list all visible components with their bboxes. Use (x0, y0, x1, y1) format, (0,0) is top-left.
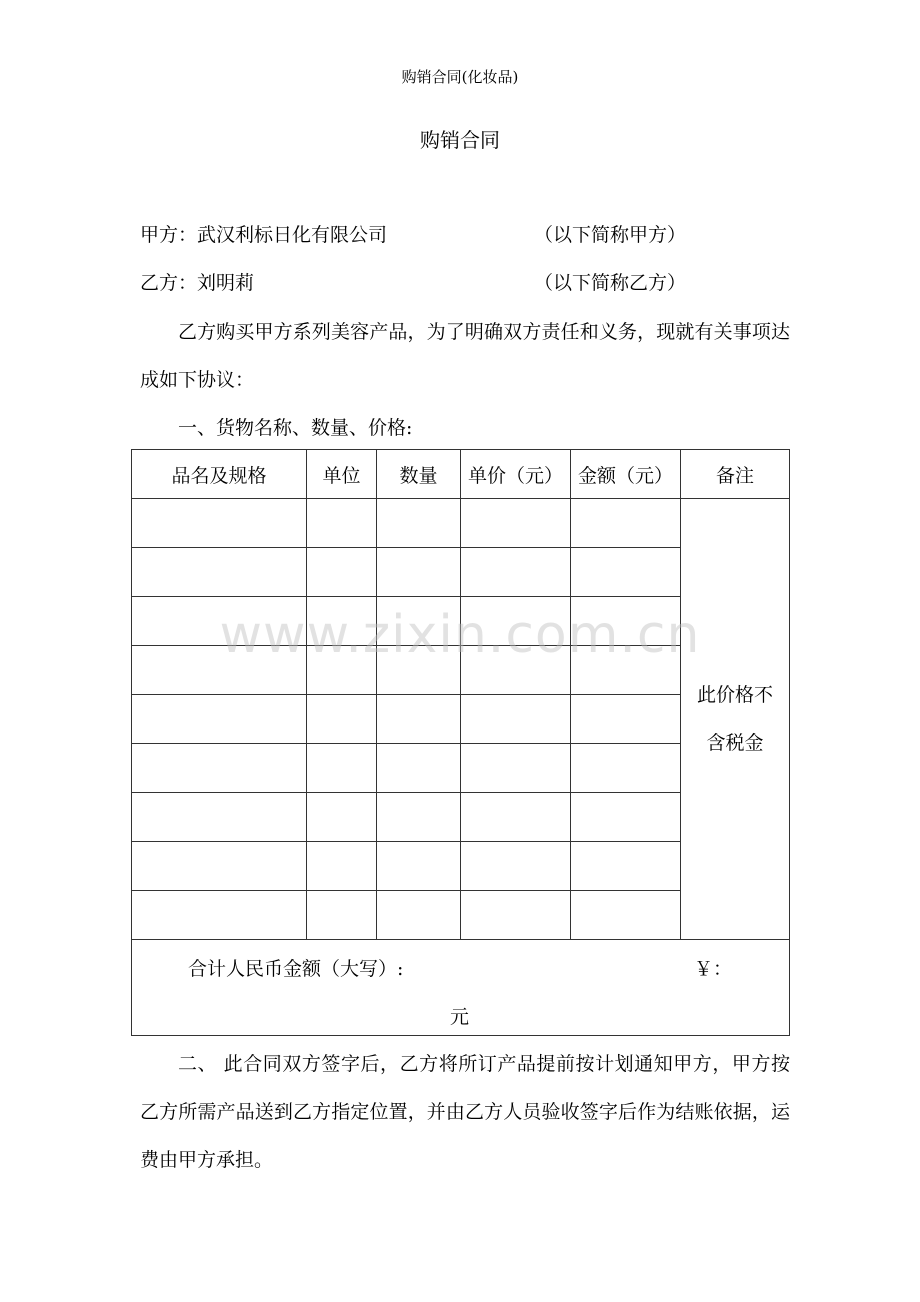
amount-cell (571, 744, 681, 793)
unit-cell (307, 695, 377, 744)
product-cell (132, 597, 307, 646)
unit-cell (307, 597, 377, 646)
amount-cell (571, 695, 681, 744)
party-b-alias: （以下简称乙方） (534, 272, 687, 294)
section-2-paragraph: 二、 此合同双方签字后，乙方将所订产品提前按计划通知甲方，甲方按乙方所需产品送到乙方指定位置，并由乙方人员验收签字后作为结账依据，运费由甲方承担。 (140, 1053, 790, 1171)
unit-cell (307, 842, 377, 891)
unit-price-cell (461, 744, 571, 793)
quantity-cell (377, 548, 461, 597)
product-cell (132, 842, 307, 891)
unit-price-cell (461, 793, 571, 842)
product-cell (132, 891, 307, 940)
unit-cell (307, 646, 377, 695)
quantity-cell (377, 744, 461, 793)
unit-price-cell (461, 695, 571, 744)
party-b-label: 乙方：刘明莉 (140, 272, 255, 294)
remark-cell: 此价格不含税金 (681, 499, 790, 940)
header-title: 购销合同(化妆品) (401, 68, 519, 86)
table-header-row (132, 450, 790, 499)
product-cell (132, 646, 307, 695)
document-title: 购销合同 (420, 128, 500, 152)
header-unit-price: 单价（元） (461, 450, 571, 499)
product-cell (132, 695, 307, 744)
table-row (132, 499, 790, 548)
goods-table (131, 449, 790, 1036)
quantity-cell (377, 891, 461, 940)
unit-price-cell (461, 891, 571, 940)
header-amount: 金额（元） (571, 450, 681, 499)
unit-cell (307, 548, 377, 597)
total-yen-symbol: ￥： (694, 958, 733, 980)
product-cell (132, 548, 307, 597)
amount-cell (571, 842, 681, 891)
header-quantity: 数量 (377, 450, 461, 499)
party-a (140, 220, 687, 247)
product-cell (132, 793, 307, 842)
amount-cell (571, 646, 681, 695)
quantity-cell (377, 597, 461, 646)
amount-cell (571, 597, 681, 646)
header-product-spec: 品名及规格 (132, 450, 307, 499)
header-remark: 备注 (681, 450, 790, 499)
total-cell (132, 940, 790, 1036)
section-1-heading: 一、货物名称、数量、价格: (178, 417, 413, 439)
quantity-cell (377, 842, 461, 891)
amount-cell (571, 793, 681, 842)
unit-price-cell (461, 646, 571, 695)
unit-price-cell (461, 548, 571, 597)
unit-cell (307, 499, 377, 548)
unit-price-cell (461, 499, 571, 548)
total-row (132, 940, 790, 1036)
unit-price-cell (461, 842, 571, 891)
quantity-cell (377, 646, 461, 695)
quantity-cell (377, 793, 461, 842)
unit-cell (307, 891, 377, 940)
unit-price-cell (461, 597, 571, 646)
intro-paragraph: 乙方购买甲方系列美容产品，为了明确双方责任和义务，现就有关事项达成如下协议： (140, 321, 790, 391)
total-label: 合计人民币金额（大写）: (188, 958, 404, 980)
party-b (140, 268, 687, 295)
quantity-cell (377, 499, 461, 548)
quantity-cell (377, 695, 461, 744)
unit-cell (307, 744, 377, 793)
amount-cell (571, 891, 681, 940)
amount-cell (571, 499, 681, 548)
unit-cell (307, 793, 377, 842)
total-unit: 元 (450, 1006, 470, 1028)
header-unit: 单位 (307, 450, 377, 499)
product-cell (132, 744, 307, 793)
amount-cell (571, 548, 681, 597)
watermark: www.zixin.com.cn (219, 605, 701, 665)
party-a-alias: （以下简称甲方） (534, 224, 687, 246)
product-cell (132, 499, 307, 548)
party-a-label: 甲方：武汉利标日化有限公司 (140, 224, 388, 246)
